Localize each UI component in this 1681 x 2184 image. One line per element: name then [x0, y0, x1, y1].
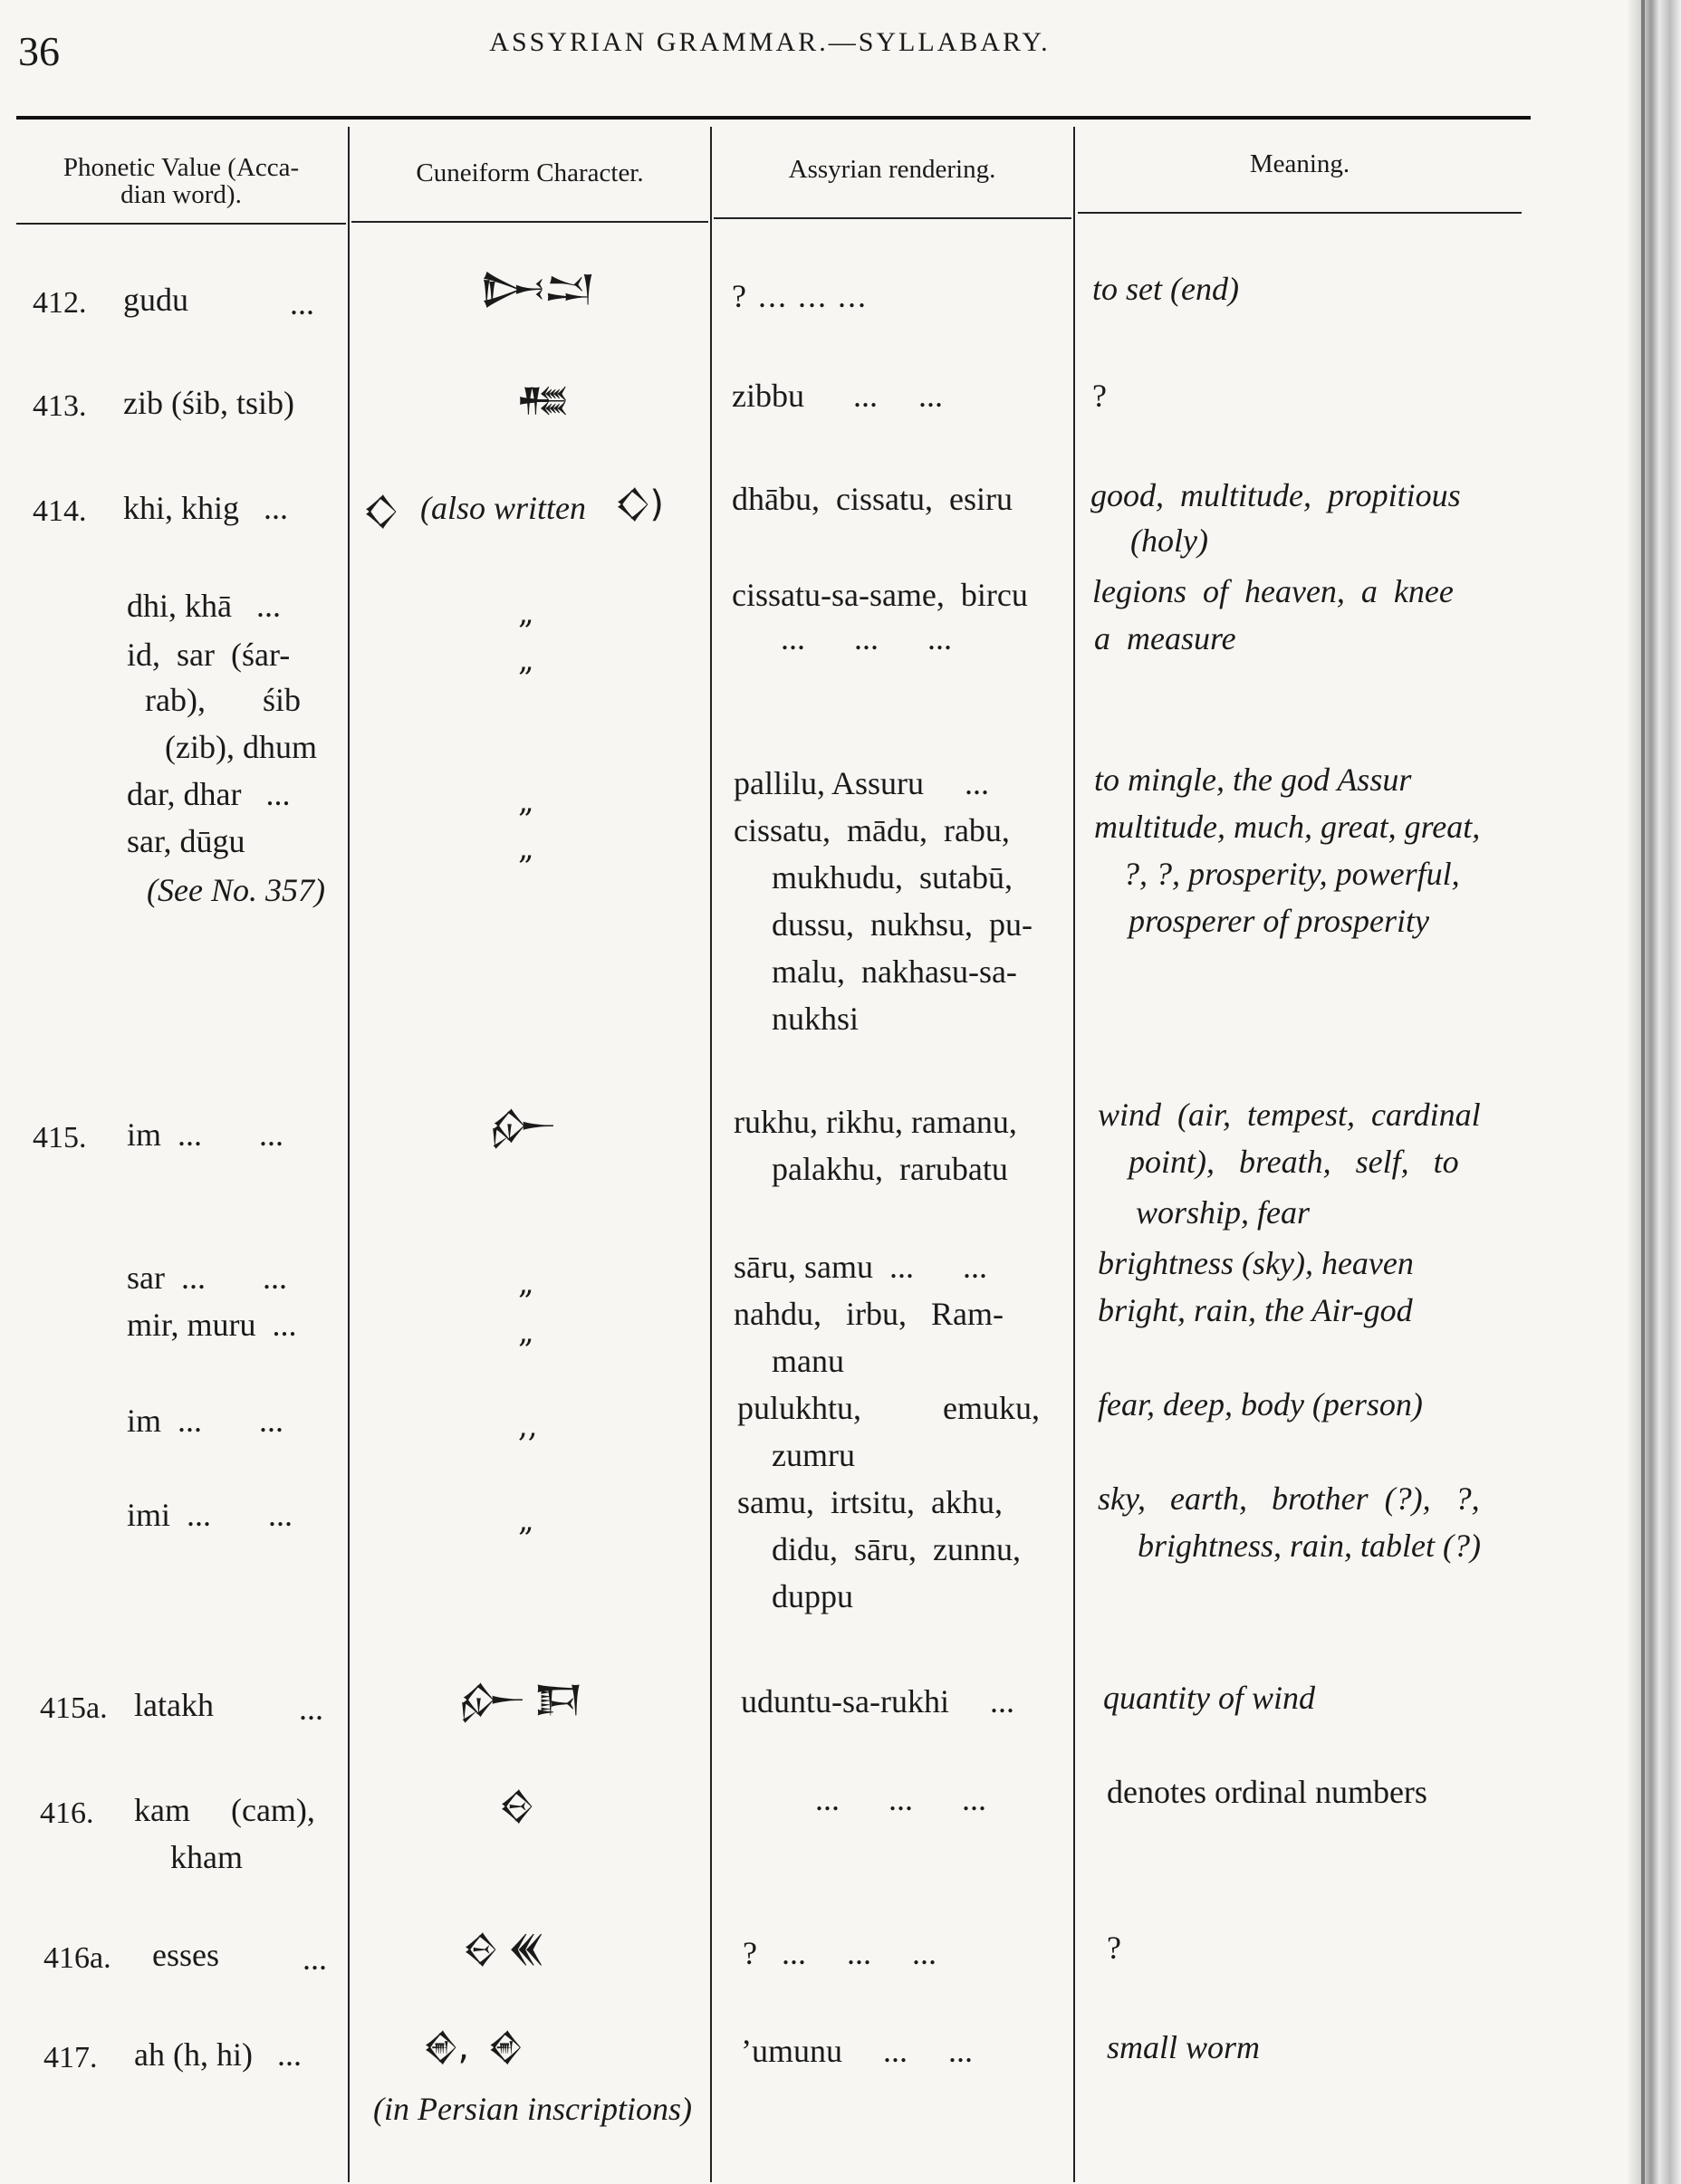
- phonetic-value: kam (cam),: [134, 1792, 315, 1828]
- assyrian-rendering: cissatu-sa-same, bircu: [732, 577, 1028, 613]
- meaning: a measure: [1094, 620, 1236, 656]
- persian-note: (in Persian inscriptions): [373, 2091, 692, 2127]
- assyrian-rendering: didu, sāru, zunnu,: [772, 1531, 1021, 1567]
- column-divider-3: [1073, 127, 1075, 2182]
- cuneiform-character: 𒄰: [498, 1786, 534, 1827]
- running-head: ASSYRIAN GRAMMAR.—SYLLABARY.: [489, 27, 1051, 57]
- phonetic-value: im ... ...: [127, 1403, 284, 1439]
- assyrian-rendering: pallilu, Assuru ...: [734, 765, 990, 801]
- leader-dots: ...: [290, 285, 314, 321]
- ditto-mark: „: [518, 595, 534, 631]
- meaning: small worm: [1107, 2029, 1261, 2065]
- assyrian-rendering: mukhudu, sutabū,: [772, 859, 1013, 896]
- cuneiform-character: 𒄖𒁺: [480, 268, 594, 310]
- cuneiform-character: 𒍣: [516, 382, 569, 424]
- assyrian-rendering: ... ... ...: [781, 620, 952, 656]
- meaning: ?, ?, prosperity, powerful,: [1123, 856, 1460, 892]
- phonetic-value: id, sar (śar-: [127, 637, 291, 673]
- entry-number: 415.: [33, 1121, 87, 1154]
- entry-number: 416a.: [43, 1941, 111, 1975]
- cuneiform-character: 𒄴, 𒄴: [422, 2026, 523, 2068]
- meaning: brightness (sky), heaven: [1098, 1245, 1414, 1281]
- meaning: wind (air, tempest, cardinal: [1098, 1097, 1481, 1133]
- header-meaning: Meaning.: [1249, 149, 1350, 178]
- also-written-note: (also written: [420, 490, 587, 526]
- cuneiform-character: 𒅎: [489, 1105, 555, 1146]
- top-rule: [16, 116, 1531, 120]
- meaning: ?: [1107, 1930, 1121, 1966]
- phonetic-value: dhi, khā ...: [127, 588, 281, 624]
- meaning: prosperer of prosperity: [1129, 903, 1429, 939]
- assyrian-rendering: dhābu, cissatu, esiru: [732, 481, 1013, 517]
- ditto-mark: „: [518, 1314, 534, 1350]
- phonetic-value: esses: [152, 1937, 219, 1973]
- phonetic-value: mir, muru ...: [127, 1307, 297, 1343]
- cuneiform-variant: 𒄭): [614, 484, 663, 525]
- ditto-mark: „: [518, 1502, 534, 1538]
- entry-number: 414.: [33, 494, 87, 528]
- assyrian-rendering: ... ... ...: [815, 1781, 986, 1817]
- entry-number: 415a.: [40, 1691, 108, 1725]
- phonetic-value: gudu: [123, 282, 188, 318]
- phonetic-value: khi, khig ...: [123, 490, 289, 526]
- assyrian-rendering: cissatu, mādu, rabu,: [734, 812, 1010, 848]
- entry-number: 413.: [33, 389, 87, 423]
- page-number: 36: [18, 28, 60, 74]
- assyrian-rendering: sāru, samu ... ...: [734, 1249, 987, 1285]
- phonetic-value: latakh: [134, 1687, 214, 1723]
- meaning: worship, fear: [1136, 1194, 1311, 1231]
- phonetic-value: kham: [170, 1839, 243, 1875]
- meaning: fear, deep, body (person): [1098, 1386, 1423, 1422]
- header-underline-2: [351, 221, 708, 223]
- phonetic-value: zib (śib, tsib): [123, 385, 294, 421]
- entry-number: 416.: [40, 1796, 94, 1830]
- ditto-mark: „: [518, 783, 534, 819]
- assyrian-rendering: nukhsi: [772, 1001, 860, 1037]
- header-underline-3: [714, 217, 1071, 219]
- phonetic-value: sar, dūgu: [127, 823, 245, 859]
- meaning: sky, earth, brother (?), ?,: [1098, 1480, 1480, 1517]
- leader-dots: ...: [299, 1691, 323, 1727]
- assyrian-rendering: dussu, nukhsu, pu-: [772, 906, 1033, 943]
- ditto-mark: „: [518, 830, 534, 867]
- meaning: ?: [1092, 378, 1107, 414]
- cuneiform-character: 𒄰 𒌍: [462, 1929, 544, 1970]
- entry-number: 417.: [43, 2041, 98, 2074]
- entry-number: 412.: [33, 286, 87, 320]
- assyrian-rendering: ? ... ... ...: [732, 278, 868, 314]
- assyrian-rendering: samu, irtsitu, akhu,: [737, 1484, 1003, 1520]
- cuneiform-character: 𒄭: [362, 491, 399, 532]
- phonetic-value: (zib), dhum: [165, 729, 317, 765]
- assyrian-rendering: pulukhtu, emuku,: [737, 1390, 1040, 1426]
- column-divider-2: [710, 127, 712, 2182]
- meaning: to set (end): [1092, 271, 1239, 307]
- phonetic-value: rab), śib: [145, 682, 301, 718]
- phonetic-value: sar ... ...: [127, 1260, 287, 1296]
- binding-strip: [1641, 0, 1645, 2184]
- assyrian-rendering: ’umunu ... ...: [741, 2033, 973, 2069]
- phonetic-value: im ... ...: [127, 1116, 284, 1153]
- phonetic-value: imi ... ...: [127, 1497, 293, 1533]
- meaning: denotes ordinal numbers: [1107, 1774, 1427, 1810]
- ditto-mark: „: [518, 642, 534, 678]
- assyrian-rendering: malu, nakhasu-sa-: [772, 953, 1017, 990]
- header-cuneiform: Cuneiform Character.: [416, 158, 644, 187]
- header-underline-4: [1078, 212, 1522, 214]
- assyrian-rendering: manu: [772, 1343, 844, 1379]
- cross-reference: (See No. 357): [147, 872, 325, 908]
- column-divider-1: [348, 127, 350, 2182]
- meaning: bright, rain, the Air-god: [1098, 1292, 1413, 1328]
- ditto-mark: „: [518, 1265, 534, 1301]
- meaning: to mingle, the god Assur: [1094, 762, 1412, 798]
- header-phonetic: Phonetic Value (Acca- dian word).: [62, 153, 300, 209]
- meaning: quantity of wind: [1103, 1680, 1315, 1716]
- meaning: brightness, rain, tablet (?): [1138, 1528, 1481, 1564]
- header-underline-1: [16, 223, 346, 225]
- assyrian-rendering: ? ... ... ...: [743, 1935, 937, 1971]
- meaning: multitude, much, great, great,: [1094, 809, 1481, 845]
- assyrian-rendering: nahdu, irbu, Ram-: [734, 1296, 1004, 1332]
- meaning: good, multitude, propitious: [1090, 477, 1461, 513]
- cuneiform-character: 𒅎 𒁕: [458, 1679, 581, 1720]
- meaning: point), breath, self, to: [1129, 1144, 1459, 1180]
- assyrian-rendering: duppu: [772, 1578, 853, 1614]
- assyrian-rendering: uduntu-sa-rukhi ...: [741, 1683, 1014, 1719]
- meaning: (holy): [1130, 522, 1208, 559]
- phonetic-value: dar, dhar ...: [127, 776, 291, 812]
- assyrian-rendering: palakhu, rarubatu: [772, 1151, 1008, 1187]
- assyrian-rendering: zibbu ... ...: [732, 378, 943, 414]
- meaning: legions of heaven, a knee: [1092, 573, 1454, 609]
- assyrian-rendering: zumru: [772, 1437, 855, 1473]
- leader-dots: ...: [303, 1940, 327, 1977]
- phonetic-value: ah (h, hi) ...: [134, 2036, 302, 2073]
- header-assyrian: Assyrian rendering.: [788, 155, 996, 184]
- assyrian-rendering: rukhu, rikhu, ramanu,: [734, 1104, 1017, 1140]
- page-edge-shadow: [1627, 0, 1681, 2184]
- ditto-mark: ,,: [518, 1408, 538, 1444]
